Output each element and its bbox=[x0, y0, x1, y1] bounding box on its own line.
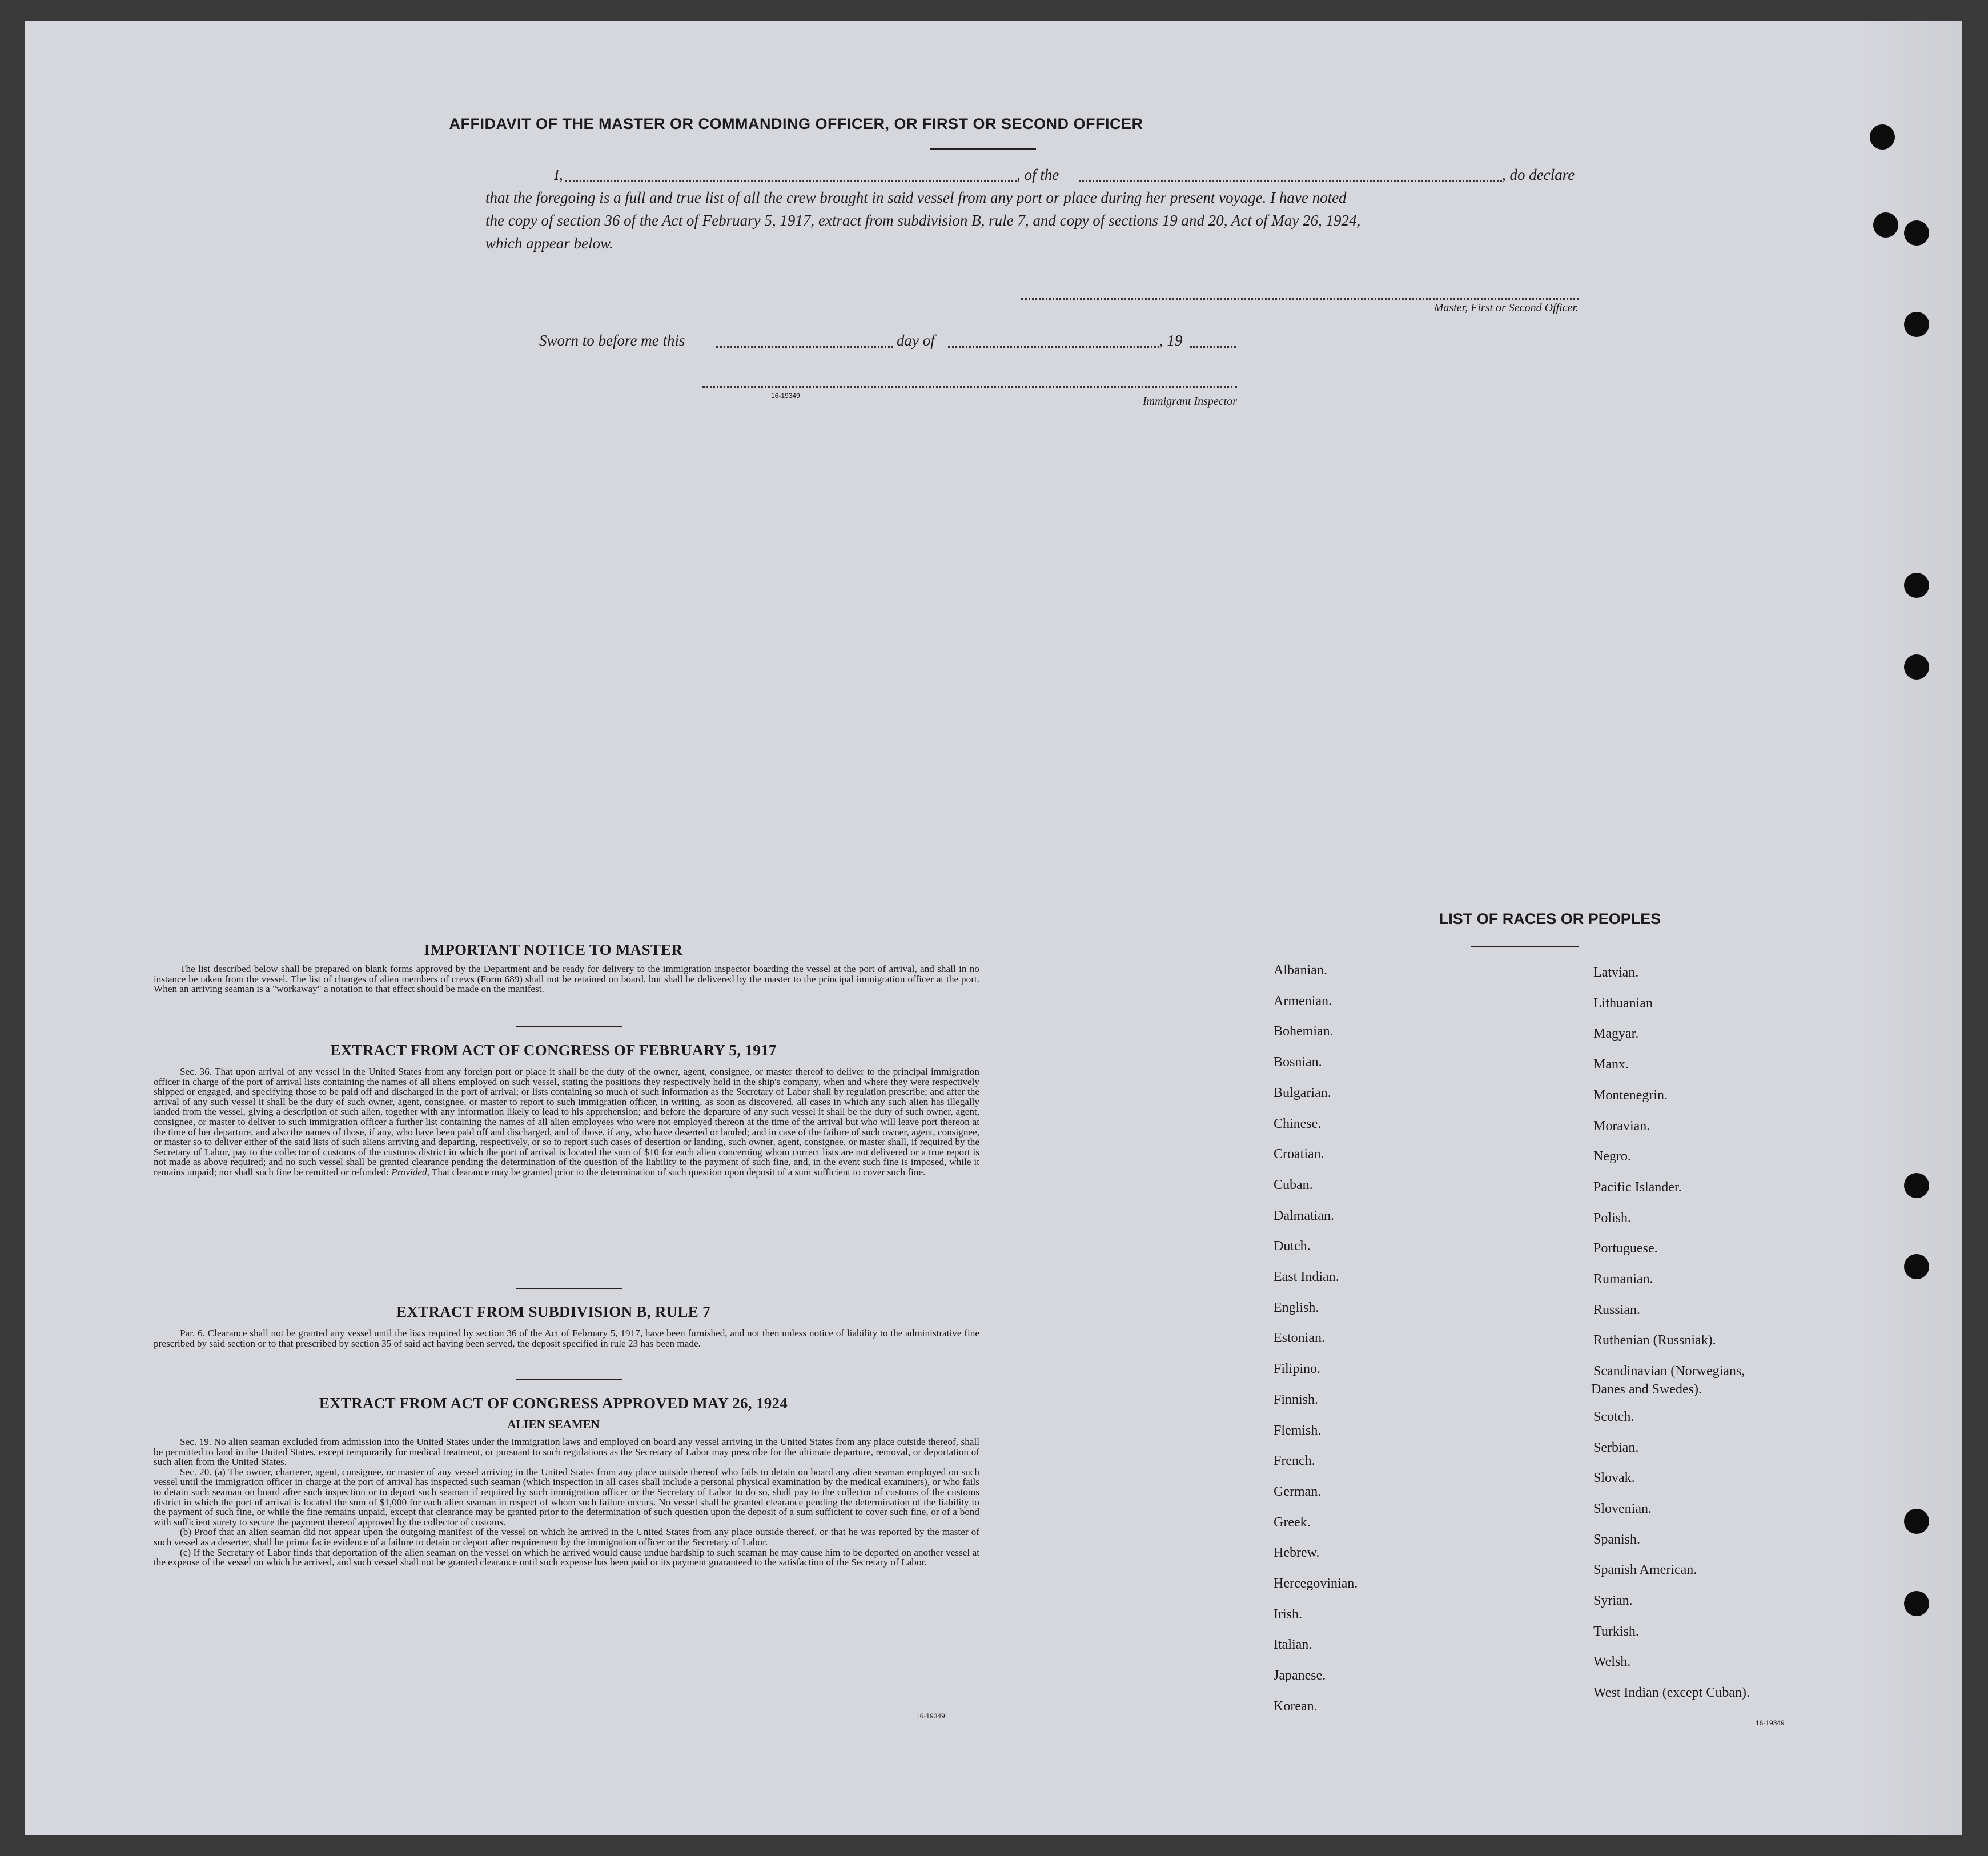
race-item: Albanian. bbox=[1274, 963, 1327, 978]
extract-1917-text bbox=[154, 1067, 979, 1178]
race-item: Spanish American. bbox=[1593, 1562, 1697, 1578]
race-item: Dalmatian. bbox=[1274, 1208, 1334, 1223]
form-number: 16-19349 bbox=[1756, 1719, 1785, 1727]
extract-1917-title: EXTRACT FROM ACT OF CONGRESS OF FEBRUARY 5, 1917 bbox=[330, 1042, 777, 1059]
master-signature-field[interactable] bbox=[1021, 298, 1579, 300]
section-20c-text: (c) If the Secretary of Labor finds that deportation of the alien seaman on the vessel on which he arrived would cause undue hardship to such seaman he may cause him to be deported on another vessel at the expense of the vessel on which he arrived, and such vessel shall not be granted clearance until such expense has been paid or its payment guaranteed to the satisfaction of the Secretary of Labor. bbox=[154, 1546, 979, 1568]
race-item: Turkish. bbox=[1593, 1624, 1639, 1639]
race-item: Hebrew. bbox=[1274, 1545, 1320, 1561]
affidavit-declaration bbox=[485, 163, 1579, 255]
race-item: Flemish. bbox=[1274, 1423, 1322, 1438]
of-the-label: , of the bbox=[1017, 166, 1059, 183]
race-item: Italian. bbox=[1274, 1637, 1312, 1653]
divider bbox=[930, 148, 1036, 150]
sworn-month-field[interactable] bbox=[948, 346, 1159, 348]
sworn-year-field[interactable] bbox=[1190, 346, 1236, 348]
race-item: Rumanian. bbox=[1593, 1272, 1653, 1287]
race-item: French. bbox=[1274, 1453, 1315, 1469]
section-20a-text: Sec. 20. (a) The owner, charterer, agent, consignee, or master of any vessel arriving in the United States from any place outside thereof who fails to detain on board any alien seaman employed on such vessel until the immigration officer in charge at the port of arrival has inspected such seaman (which inspection in all cases shall include a personal physical examination by the medical examiners), or who fails to detain such seaman on board after such inspection or to deport such seaman if required by such immigration officer or the Secretary of Labor to do so, shall pay to the collector of customs of the customs district in which the port of arrival is located the sum of $1,000 for each alien seaman in respect of whom such failure occurs. No vessel shall be granted clearance pending the determination of the liability to the payment of such fine, or while the fine remains unpaid, except that clearance may be granted prior to the determination of such question upon the deposit of a sum sufficient to cover such fine, or of a bond with sufficient surety to secure the payment thereof approved by the collector of customs. bbox=[154, 1466, 979, 1528]
year-prefix: , 19 bbox=[1159, 332, 1183, 349]
race-item: Estonian. bbox=[1274, 1331, 1325, 1346]
race-item: English. bbox=[1274, 1300, 1319, 1315]
day-of-label: day of bbox=[897, 332, 935, 349]
race-item: Magyar. bbox=[1593, 1026, 1639, 1042]
race-item: Latvian. bbox=[1593, 965, 1639, 980]
race-item: Polish. bbox=[1593, 1210, 1632, 1226]
race-item: Pacific Islander. bbox=[1593, 1179, 1682, 1195]
form-number: 16-19349 bbox=[916, 1712, 945, 1720]
race-item: Manx. bbox=[1593, 1057, 1629, 1072]
race-item: Armenian. bbox=[1274, 993, 1332, 1009]
sworn-day-field[interactable] bbox=[716, 346, 893, 348]
race-item: Cuban. bbox=[1274, 1177, 1313, 1192]
binder-hole bbox=[1904, 1591, 1929, 1616]
sworn-line bbox=[539, 329, 1282, 352]
race-item: West Indian (except Cuban). bbox=[1593, 1685, 1750, 1701]
binder-hole bbox=[1904, 573, 1929, 598]
scandinavian-continuation: Danes and Swedes). bbox=[1591, 1382, 1702, 1397]
affidavit-title: AFFIDAVIT OF THE MASTER OR COMMANDING OFFICER, OR FIRST OR SECOND OFFICER bbox=[449, 115, 1143, 132]
proviso-text: That clearance may be granted prior to the determination of such question upon deposit of a sum sufficient to cover such fine. bbox=[431, 1166, 926, 1178]
binder-hole bbox=[1870, 124, 1895, 150]
binder-hole bbox=[1904, 1173, 1929, 1198]
race-item: Slovak. bbox=[1593, 1471, 1635, 1486]
section-20b-text: (b) Proof that an alien seaman did not appear upon the outgoing manifest of the vessel on which he arrived in the United States from any place outside thereof, or that he was reported by the master of such vessel as a deserter, shall be prima facie evidence of a failure to detain or deport after requirement by the immigration officer or the Secretary of Labor. bbox=[154, 1526, 979, 1548]
document-sheet bbox=[25, 21, 1962, 1835]
race-item: Lithuanian bbox=[1593, 995, 1653, 1011]
race-item: East Indian. bbox=[1274, 1270, 1339, 1284]
sworn-label: Sworn to before me this bbox=[539, 332, 685, 349]
binder-hole bbox=[1904, 1254, 1929, 1279]
race-item: Moravian. bbox=[1593, 1118, 1650, 1134]
divider bbox=[516, 1288, 622, 1289]
inspector-signature-field[interactable] bbox=[702, 386, 1237, 388]
race-item: Scotch. bbox=[1593, 1409, 1634, 1424]
declaration-line: the copy of section 36 of the Act of February 5, 1917, extract from subdivision B, rule 7, and copy of sections 19 and 20, Act of May 26, 1924, bbox=[485, 212, 1361, 229]
race-item: Syrian. bbox=[1593, 1593, 1633, 1608]
inspector-label: Immigrant Inspector bbox=[1143, 395, 1237, 408]
extract-1924-title: EXTRACT FROM ACT OF CONGRESS APPROVED MAY 26, 1924 bbox=[319, 1395, 788, 1412]
race-item: Irish. bbox=[1274, 1606, 1302, 1622]
race-item: Spanish. bbox=[1593, 1532, 1641, 1547]
binder-hole bbox=[1904, 312, 1929, 337]
name-field[interactable] bbox=[565, 180, 1017, 182]
race-item: Welsh. bbox=[1593, 1654, 1631, 1670]
race-item: Negro. bbox=[1593, 1149, 1631, 1164]
race-item: Greek. bbox=[1274, 1514, 1311, 1530]
notice-text: The list described below shall be prepared on blank forms approved by the Department and be ready for delivery to the immigration inspector boarding the vessel at the port of arrival, and shall in no instance be taken from the vessel. The list of changes of alien members of crews (Form 689) shall not be retained on board, but shall be delivered by the master to the principal immigration officer at the port. When an arriving seaman is a "workaway" a notation to that effect should be made on the manifest. bbox=[154, 963, 979, 995]
extract-1924-text bbox=[154, 1437, 979, 1568]
notice-title: IMPORTANT NOTICE TO MASTER bbox=[424, 941, 683, 958]
declaration-line: which appear below. bbox=[485, 235, 613, 252]
race-item: Bulgarian. bbox=[1274, 1085, 1331, 1100]
race-item: Ruthenian (Russniak). bbox=[1593, 1333, 1716, 1348]
master-label: Master, First or Second Officer. bbox=[1433, 302, 1579, 314]
alien-seamen-subtitle: ALIEN SEAMEN bbox=[507, 1417, 600, 1431]
form-number: 16-19349 bbox=[771, 392, 800, 400]
proviso-label: Provided, bbox=[391, 1166, 429, 1178]
section-19-text: Sec. 19. No alien seaman excluded from admission into the United States under the immigration laws and employed on board any vessel arriving in the United States from any place outside thereof, shall be permitted to land in the United States, except temporarily for medical treatment, or pursuant to such regulations as the Secretary of Labor may prescribe for the ultimate departure, removal, or deportation of such alien from the United States. bbox=[154, 1436, 979, 1468]
race-item: Croatian. bbox=[1274, 1147, 1324, 1162]
race-item: Russian. bbox=[1593, 1302, 1641, 1317]
race-item: Serbian. bbox=[1593, 1440, 1639, 1455]
race-item: Hercegovinian. bbox=[1274, 1576, 1358, 1591]
race-item: Portuguese. bbox=[1593, 1241, 1658, 1256]
race-item: Slovenian. bbox=[1593, 1501, 1652, 1516]
races-title: LIST OF RACES OR PEOPLES bbox=[1439, 910, 1661, 927]
race-item: Montenegrin. bbox=[1593, 1087, 1668, 1103]
section-36-text: Sec. 36. That upon arrival of any vessel in the United States from any foreign port or place it shall be the duty of the owner, agent, consignee, or master thereof to deliver to the principal immigration officer in charge of the port of arrival lists containing the names of all aliens employed on such vessel, stating the positions they respectively hold in the ship's company, when and where they were respectively shipped or engaged, and specifying those to be paid off and discharged in the port of arrival; or lists containing so much of such information as the Secretary of Labor shall by regulation prescribe; and after the arrival of any such vessel it shall be the duty of such owner, agent, consignee, or master to report to such immigration officer, in writing, as soon as discovered, all cases in which any such alien has illegally landed from the vessel, giving a description of such alien, together with any information likely to lead to his apprehension; and before the departure of any such vessel it shall be the duty of such owner, agent, consignee, or master to deliver to such immigration officer a further list containing the names of all alien employees who were not employed thereon at the time of the arrival but who will leave port thereon at the time of her departure, and also the names of those, if any, who have been paid off and discharged, and of those, if any, who have deserted or landed; and in case of the failure of such owner, agent, consignee, or master so to deliver either of the said lists of such aliens arriving and departing, respectively, or so to report such cases of desertion or landing, such owner, agent, consignee, or master shall, if required by the Secretary of Labor, pay to the collector of customs of the customs district in which the port of arrival is located the sum of $10 for each alien concerning whom correct lists are not delivered or a true report is not made as above required; and no such vessel shall be granted clearance pending the determination of the question of the liability to the payment of such fine, and, in the event such fine is imposed, while it remains unpaid; nor shall such fine be remitted or refunded: bbox=[154, 1066, 979, 1178]
do-declare-label: , do declare bbox=[1502, 166, 1575, 183]
divider bbox=[516, 1026, 622, 1027]
rule-7-text: Par. 6. Clearance shall not be granted any vessel until the lists required by section 36 of the Act of February 5, 1917, have been furnished, and not then unless notice of liability to the administrative fine prescribed by said section or to that prescribed by section 35 of said act having been served, the deposit specified in rule 23 has been made. bbox=[154, 1328, 979, 1349]
race-item: Filipino. bbox=[1274, 1361, 1321, 1377]
race-item: Bohemian. bbox=[1274, 1024, 1334, 1039]
race-item: Scandinavian (Norwegians, bbox=[1593, 1364, 1745, 1379]
race-item: Finnish. bbox=[1274, 1392, 1319, 1407]
binder-strip bbox=[1860, 21, 1962, 1835]
declaration-line: that the foregoing is a full and true list of all the crew brought in said vessel from any port or place during her present voyage. I have noted bbox=[485, 189, 1347, 206]
binder-hole bbox=[1873, 212, 1898, 238]
i-label: I, bbox=[554, 166, 563, 183]
race-item: German. bbox=[1274, 1484, 1322, 1499]
vessel-field[interactable] bbox=[1079, 180, 1502, 182]
binder-hole bbox=[1904, 220, 1929, 246]
rule-7-title: EXTRACT FROM SUBDIVISION B, RULE 7 bbox=[396, 1303, 710, 1320]
race-item: Chinese. bbox=[1274, 1116, 1322, 1131]
binder-hole bbox=[1904, 654, 1929, 680]
race-item: Bosnian. bbox=[1274, 1055, 1322, 1070]
divider bbox=[516, 1379, 622, 1380]
divider bbox=[1471, 946, 1579, 947]
race-item: Dutch. bbox=[1274, 1239, 1311, 1254]
race-item: Korean. bbox=[1274, 1698, 1318, 1714]
binder-hole bbox=[1904, 1509, 1929, 1534]
race-item: Japanese. bbox=[1274, 1668, 1326, 1684]
